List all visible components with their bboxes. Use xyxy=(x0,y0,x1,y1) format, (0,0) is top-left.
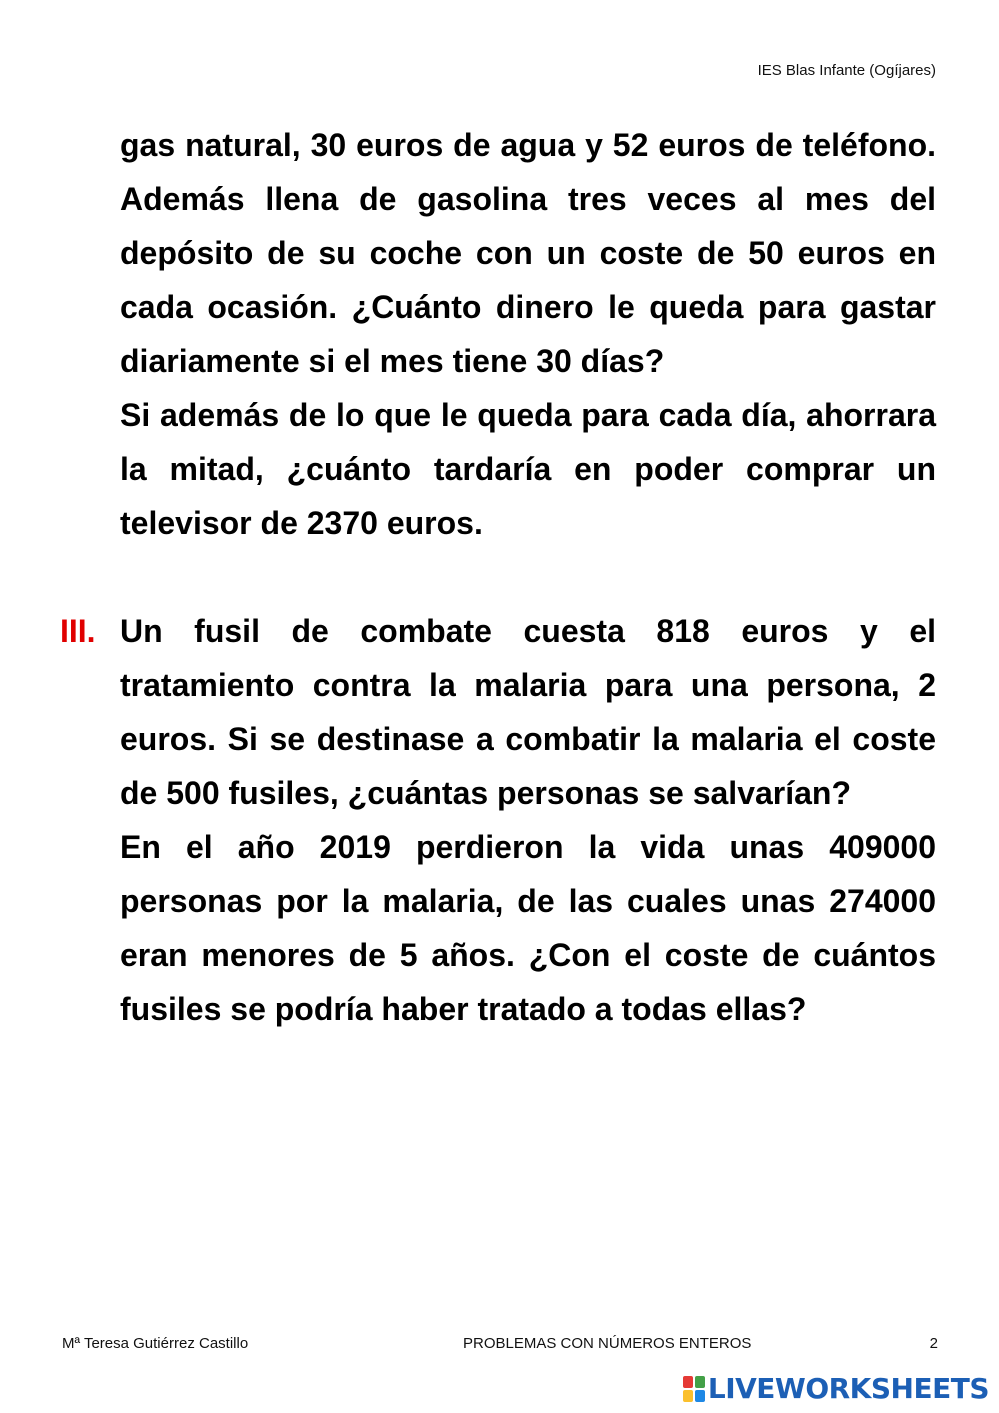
page-header xyxy=(758,62,936,79)
problem-3-question: En el año 2019 perdieron la vida unas 409000 personas por la malaria, de las cuales unas 274000 eran menores de 5 años. ¿Con el coste de cuántos fusiles se podría haber tratado a todas ellas? xyxy=(120,829,936,1027)
document-body xyxy=(60,118,936,1036)
liveworksheets-logo-icon xyxy=(683,1376,705,1402)
footer-author: Mª Teresa Gutiérrez Castillo xyxy=(62,1335,249,1352)
liveworksheets-brand xyxy=(683,1372,989,1405)
problem-continuation-text: gas natural, 30 euros de agua y 52 euros de teléfono. Además llena de gasolina tres veces al mes del depósito de su coche con un coste de 50 euros en cada ocasión. ¿Cuánto dinero le queda para gastar diariamente si el mes tiene 30 días? xyxy=(120,127,936,379)
problem-3-text: Un fusil de combate cuesta 818 euros y el tratamiento contra la malaria para una persona, 2 euros. Si se destinase a combatir la malaria el coste de 500 fusiles, ¿cuántas personas se salvarían? xyxy=(120,613,936,811)
problem-continuation-question: Si además de lo que le queda para cada día, ahorrara la mitad, ¿cuánto tardaría en poder comprar un televisor de 2370 euros. xyxy=(120,397,936,541)
page-number: 2 xyxy=(929,1335,938,1352)
footer-title: PROBLEMAS CON NÚMEROS ENTEROS xyxy=(463,1335,752,1352)
problem-number: III. xyxy=(60,613,96,649)
brand-name: LIVEWORKSHEETS xyxy=(707,1372,989,1405)
problem-3 xyxy=(60,604,936,1036)
school-name: IES Blas Infante (Ogíjares) xyxy=(757,62,936,79)
